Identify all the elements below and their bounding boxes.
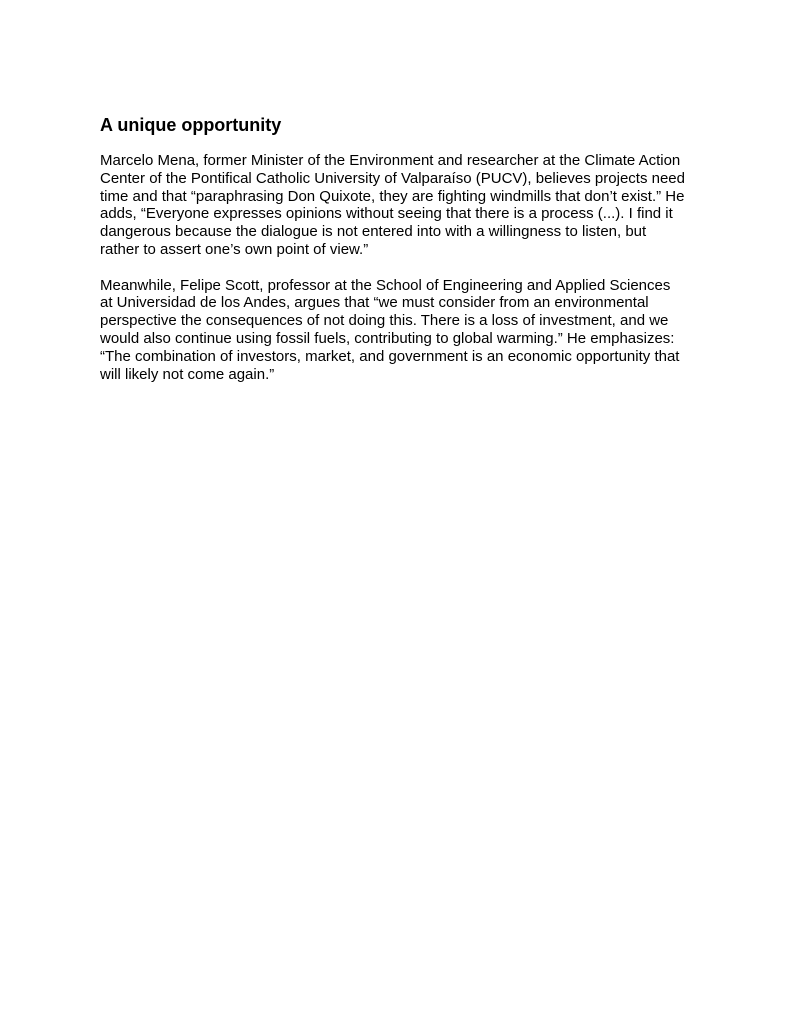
document-page xyxy=(100,114,710,401)
paragraph-line: adds, “Everyone expresses opinions without seeing that there is a process (...). I find it xyxy=(100,205,673,223)
paragraph-line: will likely not come again.” xyxy=(100,365,275,383)
paragraph-line: time and that “paraphrasing Don Quixote, they are fighting windmills that don’t exist.” He xyxy=(100,187,685,205)
paragraph-line: Center of the Pontifical Catholic University of Valparaíso (PUCV), believes projects need xyxy=(100,169,685,187)
paragraph-line: rather to assert one’s own point of view.” xyxy=(100,240,369,258)
paragraph-line: Marcelo Mena, former Minister of the Environment and researcher at the Climate Action xyxy=(100,152,681,169)
paragraph-line: dangerous because the dialogue is not entered into with a willingness to listen, but xyxy=(100,223,647,241)
paragraph-line: “The combination of investors, market, and government is an economic opportunity that xyxy=(100,347,680,365)
paragraph-line: would also continue using fossil fuels, contributing to global warming.” He emphasizes: xyxy=(100,329,675,347)
paragraph-mena xyxy=(100,152,710,259)
paragraph-line: perspective the consequences of not doing this. There is a loss of investment, and we xyxy=(100,312,669,330)
paragraph-scott xyxy=(100,277,710,384)
paragraph-line: Meanwhile, Felipe Scott, professor at the School of Engineering and Applied Sciences xyxy=(100,276,671,294)
section-heading: A unique opportunity xyxy=(100,115,282,135)
paragraph-line: at Universidad de los Andes, argues that “we must consider from an environmental xyxy=(100,294,649,312)
